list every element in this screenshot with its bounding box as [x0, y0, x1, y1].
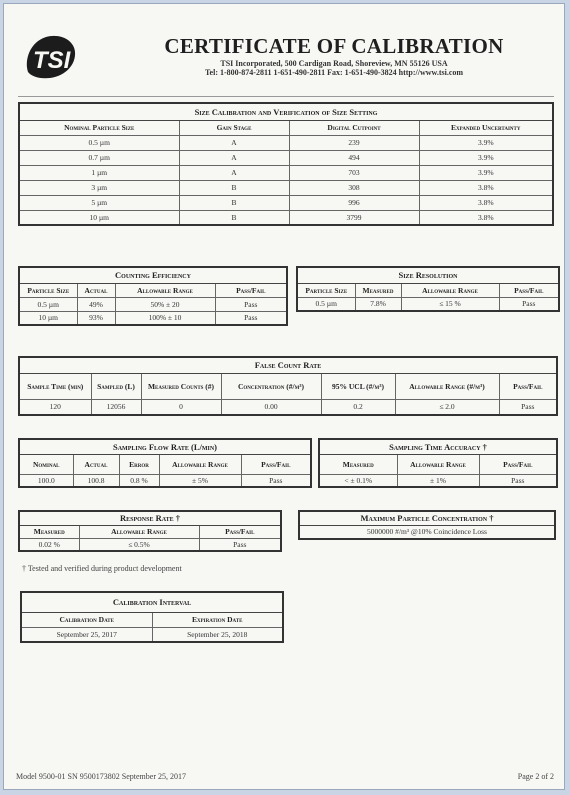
table-title: Size Calibration and Verification of Size Setting: [19, 103, 553, 120]
cell: ± 1%: [397, 474, 479, 487]
column-header: Allowable Range (#/m³): [395, 373, 499, 399]
cell: 10 µm: [19, 311, 77, 325]
column-header: 95% UCL (#/m³): [321, 373, 395, 399]
column-header: Calibration Date: [21, 612, 152, 627]
footer-page-number: Page 2 of 2: [517, 772, 554, 781]
table-title: False Count Rate: [19, 357, 557, 373]
column-header: Allowable Range: [159, 454, 241, 474]
cell: 239: [289, 135, 419, 150]
cell: 3799: [289, 210, 419, 225]
cell: 120: [19, 399, 91, 415]
cell: September 25, 2018: [152, 627, 283, 642]
column-header: Actual: [73, 454, 119, 474]
max-concentration-value: 5000000 #/m³ @10% Coincidence Loss: [299, 525, 555, 539]
column-header: Actual: [77, 283, 115, 297]
counting-efficiency-table: [18, 266, 288, 326]
cell: 0.02 %: [19, 538, 79, 551]
column-header: Allowable Range: [401, 283, 499, 297]
company-address: [134, 59, 534, 77]
column-header: Expanded Uncertainty: [419, 120, 553, 135]
tsi-logo-icon: [22, 32, 78, 80]
cell: 0.5 µm: [297, 297, 355, 311]
cell: 0: [141, 399, 221, 415]
cell: Pass: [479, 474, 557, 487]
column-header: Pass/Fail: [199, 525, 281, 538]
false-count-rate-table: [18, 356, 558, 416]
cell: 308: [289, 180, 419, 195]
response-rate-table: [18, 510, 282, 552]
table-title: Maximum Particle Concentration †: [299, 511, 555, 525]
column-header: Particle Size: [297, 283, 355, 297]
table-title: Sampling Time Accuracy †: [319, 439, 557, 454]
table-row: [19, 311, 287, 325]
cell: 3 µm: [19, 180, 179, 195]
column-header: Digital Cutpoint: [289, 120, 419, 135]
footnote: † Tested and verified during product development: [22, 564, 182, 573]
table-title: Size Resolution: [297, 267, 559, 283]
column-header: Expiration Date: [152, 612, 283, 627]
cell: Pass: [499, 297, 559, 311]
cell: 49%: [77, 297, 115, 311]
cell: September 25, 2017: [21, 627, 152, 642]
cell: 0.5 µm: [19, 297, 77, 311]
cell: B: [179, 180, 289, 195]
column-header: Sampled (L): [91, 373, 141, 399]
cell: 0.5 µm: [19, 135, 179, 150]
cell: ± 5%: [159, 474, 241, 487]
table-title: Counting Efficiency: [19, 267, 287, 283]
cell: 3.8%: [419, 195, 553, 210]
column-header: Allowable Range: [397, 454, 479, 474]
cell: 3.9%: [419, 150, 553, 165]
column-header: Nominal Particle Size: [19, 120, 179, 135]
cell: 3.9%: [419, 135, 553, 150]
size-calibration-table: [18, 102, 554, 226]
column-header: Error: [119, 454, 159, 474]
column-header: Measured: [319, 454, 397, 474]
table-row: [19, 150, 553, 165]
table-row: [21, 627, 283, 642]
cell: B: [179, 210, 289, 225]
cell: Pass: [241, 474, 311, 487]
certificate-page: [3, 3, 565, 790]
cell: 0.7 µm: [19, 150, 179, 165]
cell: 0.8 %: [119, 474, 159, 487]
column-header: Sample Time (min): [19, 373, 91, 399]
table-row: [19, 135, 553, 150]
column-header: Pass/Fail: [499, 373, 557, 399]
cell: Pass: [199, 538, 281, 551]
certificate-title: CERTIFICATE OF CALIBRATION: [164, 34, 504, 58]
cell: Pass: [215, 311, 287, 325]
cell: A: [179, 165, 289, 180]
cell: 1 µm: [19, 165, 179, 180]
column-header: Measured: [355, 283, 401, 297]
cell: ≤ 0.5%: [79, 538, 199, 551]
address-line-1: TSI Incorporated, 500 Cardigan Road, Shoreview, MN 55126 USA: [220, 59, 448, 68]
cell: A: [179, 150, 289, 165]
column-header: Pass/Fail: [215, 283, 287, 297]
cell: A: [179, 135, 289, 150]
table-row: [319, 474, 557, 487]
cell: 494: [289, 150, 419, 165]
table-title: Sampling Flow Rate (L/min): [19, 439, 311, 454]
table-row: [297, 297, 559, 311]
column-header: Particle Size: [19, 283, 77, 297]
cell: 0.2: [321, 399, 395, 415]
cell: 3.8%: [419, 210, 553, 225]
cell: 0.00: [221, 399, 321, 415]
cell: ≤ 15 %: [401, 297, 499, 311]
cell: 996: [289, 195, 419, 210]
cell: 100.8: [73, 474, 119, 487]
column-header: Measured: [19, 525, 79, 538]
cell: 703: [289, 165, 419, 180]
column-header: Gain Stage: [179, 120, 289, 135]
sampling-flow-rate-table: [18, 438, 312, 488]
column-header: Pass/Fail: [499, 283, 559, 297]
column-header: Concentration (#/m³): [221, 373, 321, 399]
table-row: [19, 297, 287, 311]
column-header: Measured Counts (#): [141, 373, 221, 399]
svg-text:TSI: TSI: [33, 47, 71, 74]
cell: 50% ± 20: [115, 297, 215, 311]
calibration-interval-table: [20, 591, 284, 643]
cell: Pass: [215, 297, 287, 311]
table-title: Response Rate †: [19, 511, 281, 525]
cell: 5 µm: [19, 195, 179, 210]
column-header: Pass/Fail: [479, 454, 557, 474]
cell: 7.8%: [355, 297, 401, 311]
max-concentration-table: [298, 510, 556, 540]
column-header: Nominal: [19, 454, 73, 474]
footer-model-serial: Model 9500-01 SN 9500173802 September 25, 2017: [16, 772, 186, 781]
cell: 3.9%: [419, 165, 553, 180]
cell: < ± 0.1%: [319, 474, 397, 487]
cell: B: [179, 195, 289, 210]
cell: 100% ± 10: [115, 311, 215, 325]
size-resolution-table: [296, 266, 560, 312]
table-row: [19, 195, 553, 210]
table-row: [19, 538, 281, 551]
cell: ≤ 2.0: [395, 399, 499, 415]
cell: 10 µm: [19, 210, 179, 225]
cell: 93%: [77, 311, 115, 325]
cell: 100.0: [19, 474, 73, 487]
table-title: Calibration Interval: [21, 592, 283, 612]
cell: Pass: [499, 399, 557, 415]
column-header: Allowable Range: [79, 525, 199, 538]
sampling-time-accuracy-table: [318, 438, 558, 488]
cell: 12056: [91, 399, 141, 415]
column-header: Allowable Range: [115, 283, 215, 297]
table-row: [19, 474, 311, 487]
table-row: [19, 165, 553, 180]
header-divider: [18, 96, 554, 97]
table-row: [19, 180, 553, 195]
table-row: [19, 399, 557, 415]
address-line-2: Tel: 1-800-874-2811 1-651-490-2811 Fax: 1-651-490-3824 http://www.tsi.com: [204, 68, 464, 77]
table-row: [19, 210, 553, 225]
column-header: Pass/Fail: [241, 454, 311, 474]
cell: 3.8%: [419, 180, 553, 195]
